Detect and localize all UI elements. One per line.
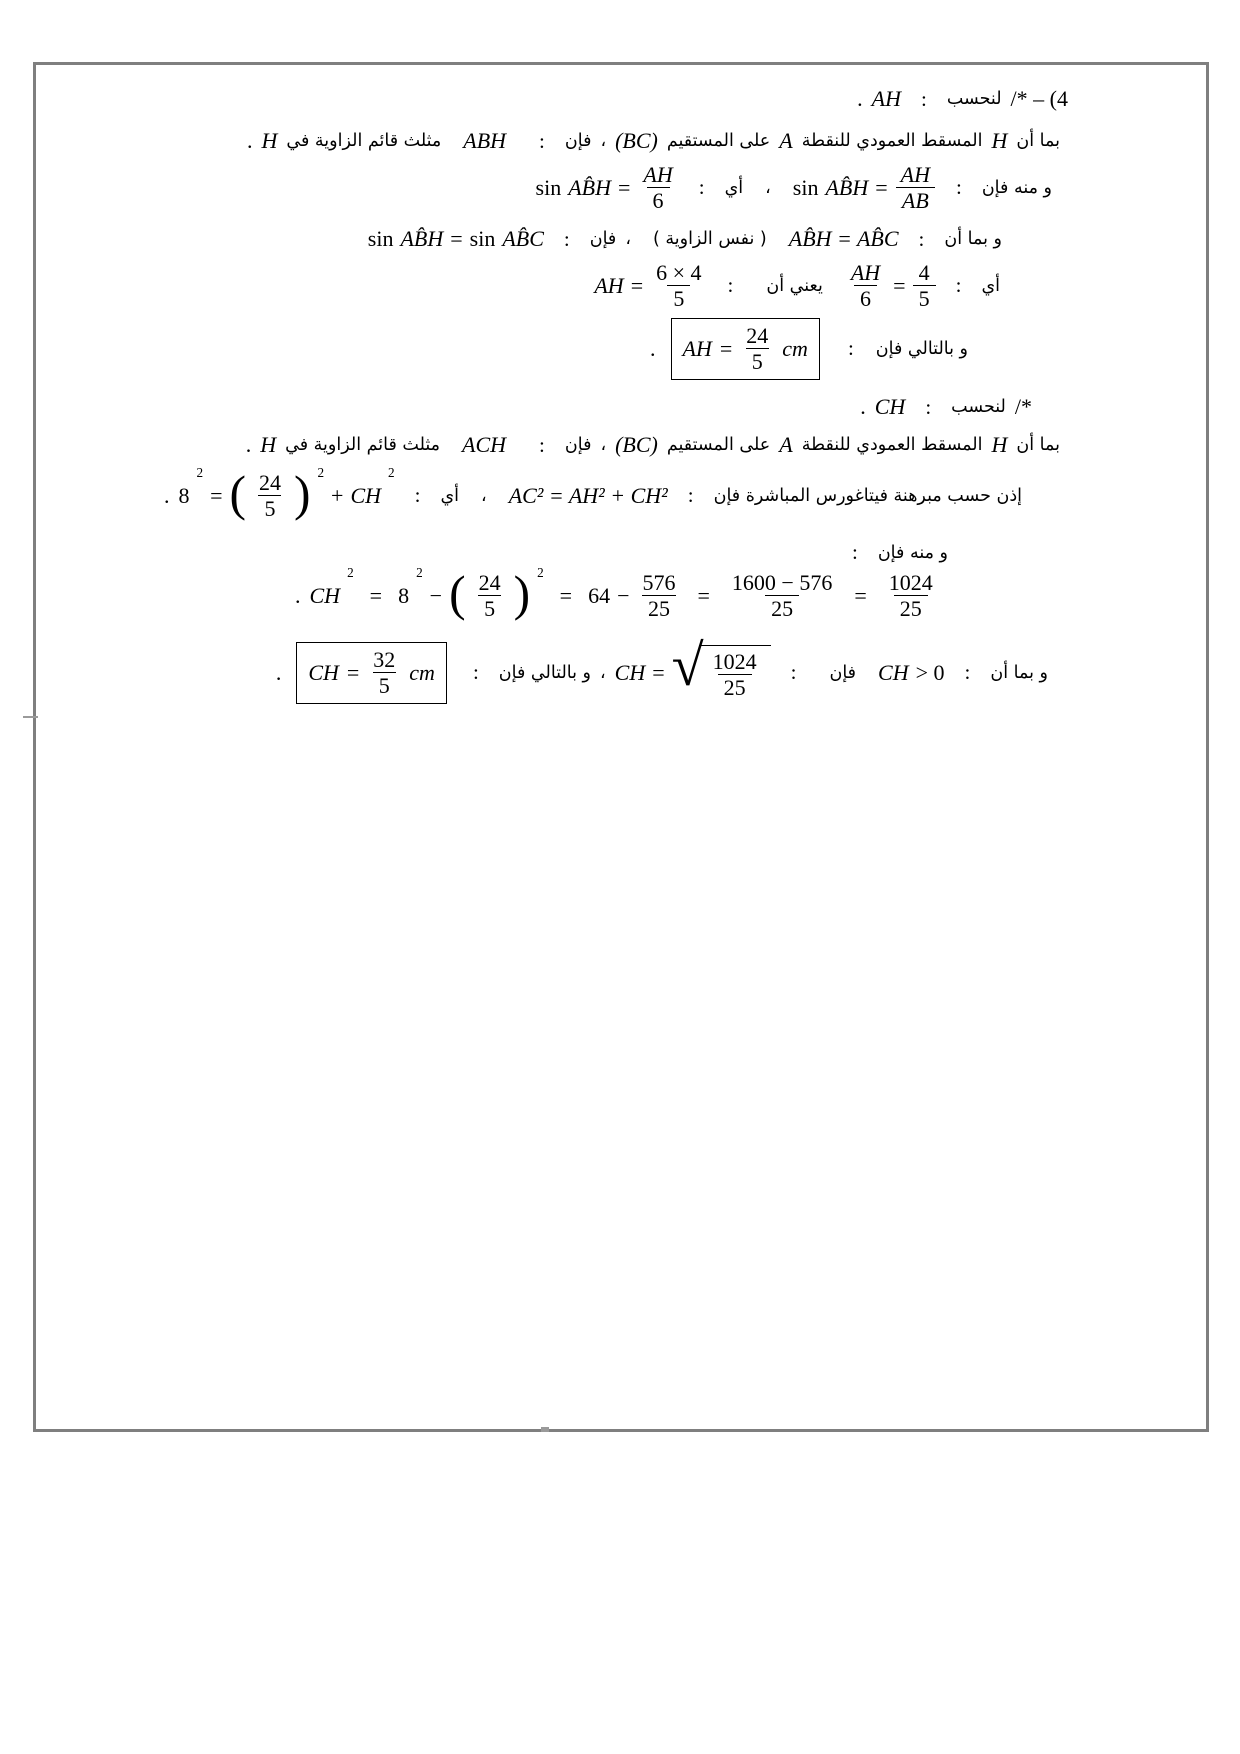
fraction-ah-ab	[895, 162, 936, 214]
then-label: فإن	[564, 435, 592, 455]
fraction-1600-576-25	[726, 570, 838, 622]
line-result-ch	[275, 633, 1048, 704]
right-paren: )	[293, 466, 311, 522]
colon: :	[698, 175, 705, 200]
exponent-2: 2	[196, 465, 204, 480]
numerator: AH	[900, 162, 930, 187]
and-since-label: و بما أن	[990, 662, 1048, 683]
and-since-label: و بما أن	[944, 229, 1002, 249]
math-term-a: A	[779, 128, 793, 153]
period: .	[295, 582, 301, 608]
math-term-h: H	[991, 432, 1008, 457]
same-angle-note: ( نفس الزاوية )	[652, 229, 767, 249]
equation-ch-positive	[878, 660, 944, 686]
projection-text: المسقط العمودي للنقطة	[801, 131, 983, 151]
on-line-text: على المستقيم	[666, 131, 771, 151]
colon: :	[918, 226, 925, 251]
denominator: AB	[896, 187, 935, 213]
denominator: 5	[373, 672, 396, 698]
left-paren: (	[449, 566, 466, 622]
minus-sign: −	[617, 582, 630, 608]
period: .	[275, 659, 282, 685]
numerator: 4	[918, 260, 930, 285]
denominator: 25	[765, 595, 799, 621]
math-term-h2: H	[260, 432, 277, 457]
right-paren: )	[513, 566, 531, 622]
angle-abc: AB̂C	[502, 226, 544, 251]
denominator: 5	[913, 285, 936, 311]
equation-ch-sqrt	[614, 633, 771, 701]
period: .	[650, 335, 656, 361]
equals-sign: =	[893, 272, 906, 298]
math-term-ch: CH	[308, 659, 339, 685]
arabic-comma: ،	[600, 131, 607, 151]
line-given-abh	[247, 128, 1060, 154]
denominator: 5	[478, 595, 501, 621]
equals-sign: =	[210, 482, 223, 508]
equation-sin-equality	[368, 226, 544, 252]
fraction-24-5	[740, 323, 774, 375]
equals-sign: =	[369, 582, 383, 608]
plus-sign: +	[331, 482, 344, 508]
compute-label: لنحسب	[951, 397, 1006, 417]
colon: :	[851, 540, 858, 564]
then-label: فإن	[564, 131, 592, 151]
colon: :	[563, 226, 570, 251]
ie-label: أي	[981, 275, 1000, 296]
line-pythagoras	[163, 465, 1022, 522]
sin-operator: sin	[535, 174, 562, 200]
colon: :	[472, 660, 479, 685]
number-8: 8	[178, 482, 190, 508]
numerator: 1024	[888, 570, 933, 595]
period: .	[163, 482, 170, 508]
exponent-2: 2	[317, 465, 325, 480]
numerator: 1600 − 576	[731, 570, 833, 595]
denominator: 5	[746, 348, 769, 374]
math-term-ch: CH	[350, 482, 382, 508]
pythagoras-label: إذن حسب مبرهنة فيتاغورس المباشرة فإن	[713, 485, 1022, 506]
left-paren: (	[229, 466, 246, 522]
math-term-a: A	[779, 432, 793, 457]
equals-sign: =	[346, 659, 360, 685]
colon: :	[847, 336, 854, 361]
denominator: 6	[854, 285, 877, 311]
denominator: 5	[258, 495, 281, 521]
hence-label: و منه فإن	[981, 177, 1052, 198]
fraction-24-5	[253, 470, 287, 522]
colon: :	[964, 660, 971, 685]
number-64: 64	[588, 582, 611, 608]
math-term-ch: CH	[874, 394, 906, 419]
on-line-text: على المستقيم	[666, 435, 771, 455]
result-box-ch	[296, 642, 447, 704]
equation-sin-ah-6	[536, 162, 679, 214]
line-ch-squared	[295, 565, 939, 622]
math-term-ch: CH	[614, 659, 646, 685]
equals-sign: =	[617, 174, 631, 200]
fraction-576-25	[637, 570, 682, 622]
unit-cm: cm	[409, 659, 435, 685]
fraction-4-5	[913, 260, 936, 312]
exponent-2: 2	[416, 565, 423, 580]
period: .	[857, 86, 863, 111]
colon: :	[920, 86, 927, 111]
angle-abh: AB̂H	[400, 226, 444, 251]
arabic-comma: ،	[765, 177, 771, 198]
sqrt-radical-icon: √	[671, 633, 704, 698]
numerator: 24	[258, 470, 281, 495]
margin-tick-bottom	[541, 1427, 549, 1432]
result-box-ah	[671, 318, 820, 380]
math-term-h2: H	[261, 128, 278, 153]
denominator: 6	[647, 187, 670, 213]
line-heading-ah	[857, 86, 1068, 112]
math-term-ch: CH	[309, 582, 341, 608]
arabic-comma: ،	[600, 662, 606, 683]
denominator: 25	[894, 595, 928, 621]
exponent-2: 2	[537, 565, 544, 580]
colon: :	[955, 273, 962, 298]
colon: :	[539, 432, 545, 457]
denominator: 25	[718, 674, 752, 700]
line-hence	[841, 540, 948, 565]
sin-operator: sin	[367, 226, 394, 251]
minus-sign: −	[429, 582, 443, 608]
equals-sign: =	[450, 226, 463, 251]
fraction-32-5	[367, 647, 401, 699]
equals-sign: =	[630, 272, 644, 298]
numerator: AH	[643, 162, 673, 187]
line-result-ah	[650, 318, 968, 380]
line-proportion	[594, 260, 1000, 312]
denominator: 5	[667, 285, 690, 311]
equals-sign: =	[875, 174, 888, 200]
arabic-comma: ،	[625, 229, 631, 249]
section-numbering: /* – (4	[1010, 86, 1068, 111]
since-label: بما أن	[1016, 131, 1060, 151]
fraction-ah-6	[637, 162, 678, 214]
fraction-ah-6	[845, 260, 886, 312]
math-term-ach: ACH	[462, 432, 507, 457]
line-given-ach	[246, 432, 1060, 458]
right-triangle-text: مثلث قائم الزاوية في	[285, 435, 441, 455]
angle-equality: AB̂H = AB̂C	[788, 226, 899, 251]
equals-sign: =	[854, 582, 867, 608]
period: .	[245, 432, 252, 457]
means-label: يعني أن	[766, 275, 823, 296]
projection-text: المسقط العمودي للنقطة	[801, 435, 983, 455]
angle-abh: AB̂H	[568, 174, 611, 200]
therefore-label: و بالتالي فإن	[498, 662, 591, 683]
math-term-bc: (BC)	[615, 128, 658, 153]
therefore-label: و بالتالي فإن	[875, 338, 968, 359]
numerator: 32	[373, 647, 396, 672]
math-term-bc: (BC)	[615, 432, 658, 457]
equation-sin-ah-ab	[793, 162, 936, 214]
colon: :	[955, 175, 962, 200]
then-label: فإن	[589, 229, 617, 249]
sqrt-expression	[671, 633, 771, 701]
colon: :	[925, 394, 932, 419]
equals-sign: =	[559, 582, 573, 608]
greater-than-zero: > 0	[915, 659, 945, 685]
exponent-2: 2	[388, 465, 395, 480]
sin-operator: sin	[469, 226, 496, 251]
since-label: بما أن	[1016, 435, 1060, 455]
hence-label: و منه فإن	[877, 542, 948, 563]
ie-label: أي	[724, 177, 744, 198]
equals-sign: =	[697, 582, 710, 608]
fraction-1024-25	[883, 570, 939, 622]
math-term-ah: AH	[594, 272, 624, 298]
equation-ch-squared-chain	[309, 565, 939, 622]
pythagoras-equation: AC² = AH² + CH²	[508, 482, 668, 508]
numerator: 24	[478, 570, 501, 595]
section-numbering: /*	[1014, 394, 1032, 419]
line-heading-ch	[860, 394, 1032, 420]
equation-ah-value	[594, 260, 707, 312]
numerator: 24	[746, 323, 769, 348]
fraction-6x4-5	[650, 260, 707, 312]
numerator: 6 × 4	[656, 260, 702, 285]
colon: :	[727, 273, 734, 298]
arabic-comma: ،	[600, 435, 607, 455]
line-same-angle	[368, 226, 1002, 252]
colon: :	[790, 660, 797, 685]
equation-ah6-45	[845, 260, 936, 312]
colon: :	[414, 483, 421, 508]
math-term-abh: ABH	[463, 128, 507, 153]
equals-sign: =	[652, 659, 665, 685]
compute-label: لنحسب	[946, 89, 1002, 109]
fraction-1024-25	[707, 649, 763, 701]
sin-operator: sin	[792, 174, 819, 200]
equation-64-expansion	[178, 465, 395, 522]
numerator: AH	[850, 260, 881, 285]
angle-abh: AB̂H	[825, 174, 869, 200]
ie-label: أي	[440, 485, 460, 506]
period: .	[246, 128, 253, 153]
unit-cm: cm	[782, 335, 808, 361]
exponent-2: 2	[347, 565, 354, 580]
numerator: 1024	[712, 649, 757, 674]
line-sine-definition	[536, 162, 1052, 214]
right-triangle-text: مثلث قائم الزاوية في	[286, 131, 442, 151]
then-label: فإن	[829, 662, 857, 683]
math-term-h: H	[991, 128, 1008, 153]
period: .	[860, 394, 866, 419]
math-term-ah: AH	[682, 335, 712, 361]
number-8: 8	[398, 582, 410, 608]
fraction-24-5	[473, 570, 507, 622]
math-term-ch: CH	[878, 659, 909, 685]
colon: :	[687, 483, 694, 508]
equals-sign: =	[719, 335, 733, 361]
arabic-comma: ،	[481, 485, 487, 506]
margin-tick-left	[23, 716, 38, 718]
denominator: 25	[642, 595, 676, 621]
colon: :	[539, 128, 545, 153]
numerator: 576	[642, 570, 676, 595]
math-term-ah: AH	[871, 86, 901, 111]
